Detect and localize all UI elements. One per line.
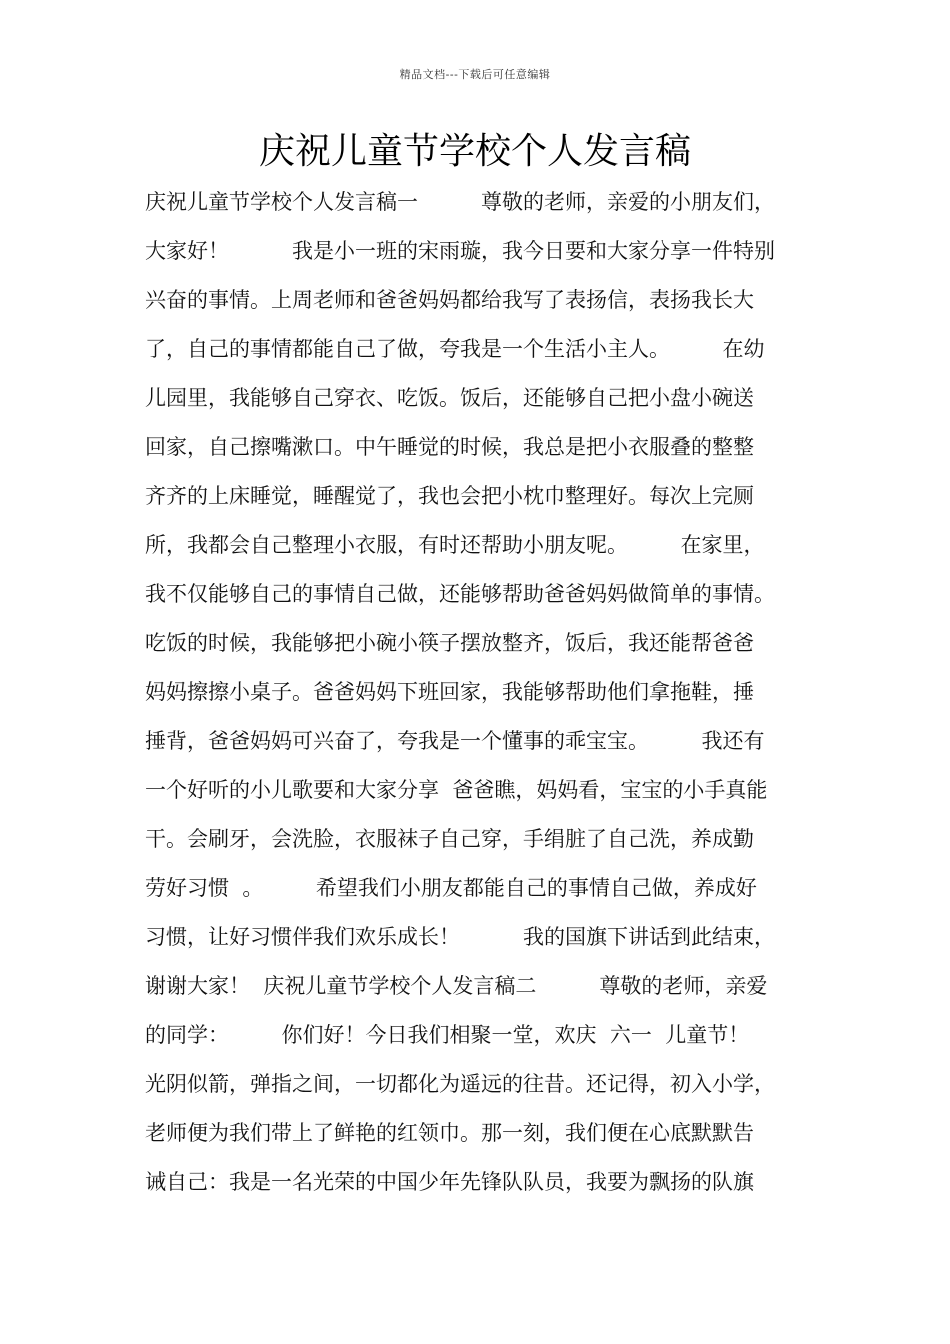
body-line: 劳好习惯 。 希望我们小朋友都能自己的事情自己做，养成好 — [145, 876, 757, 900]
document-title: 庆祝儿童节学校个人发言稿 — [258, 131, 691, 172]
body-line: 所，我都会自己整理小衣服，有时还帮助小朋友呢。 在家里， — [145, 533, 765, 557]
body-line: 的同学： 你们好！今日我们相聚一堂，欢庆 六一 儿童节！ — [145, 1023, 750, 1047]
body-line: 光阴似箭，弹指之间，一切都化为遥远的往昔。还记得，初入小学， — [145, 1072, 775, 1096]
body-line: 妈妈擦擦小桌子。爸爸妈妈下班回家，我能够帮助他们拿拖鞋，捶 — [145, 680, 754, 704]
body-line: 诫自己：我是一名光荣的中国少年先锋队队员，我要为飘扬的队旗 — [145, 1170, 754, 1194]
body-line: 吃饭的时候，我能够把小碗小筷子摆放整齐，饭后，我还能帮爸爸 — [145, 631, 754, 655]
body-line: 干。会刷牙，会洗脸，衣服袜子自己穿，手绢脏了自己洗，养成勤 — [145, 827, 754, 851]
body-line: 兴奋的事情。上周老师和爸爸妈妈都给我写了表扬信，表扬我长大 — [145, 288, 754, 312]
body-line: 齐齐的上床睡觉，睡醒觉了，我也会把小枕巾整理好。每次上完厕 — [145, 484, 754, 508]
body-line: 捶背，爸爸妈妈可兴奋了，夸我是一个懂事的乖宝宝。 我还有 — [145, 729, 765, 753]
header-note: 精品文档---下载后可任意编辑 — [399, 68, 551, 81]
body-line: 了，自己的事情都能自己了做，夸我是一个生活小主人。 在幼 — [145, 337, 765, 361]
body-line: 习惯，让好习惯伴我们欢乐成长！ 我的国旗下讲话到此结束， — [145, 925, 775, 949]
body-line: 儿园里，我能够自己穿衣、吃饭。饭后，还能够自己把小盘小碗送 — [145, 386, 754, 410]
body-line: 庆祝儿童节学校个人发言稿一 尊敬的老师，亲爱的小朋友们， — [145, 190, 775, 214]
body-line: 一个好听的小儿歌要和大家分享 爸爸瞧，妈妈看，宝宝的小手真能 — [145, 778, 768, 802]
body-line: 大家好！ 我是小一班的宋雨璇，我今日要和大家分享一件特别 — [145, 239, 775, 263]
document-body — [145, 178, 835, 1207]
body-line: 老师便为我们带上了鲜艳的红领巾。那一刻，我们便在心底默默告 — [145, 1121, 754, 1145]
body-line: 回家，自己擦嘴漱口。中午睡觉的时候，我总是把小衣服叠的整整 — [145, 435, 754, 459]
body-line: 谢谢大家！ 庆祝儿童节学校个人发言稿二 尊敬的老师，亲爱 — [145, 974, 768, 998]
body-line: 我不仅能够自己的事情自己做，还能够帮助爸爸妈妈做简单的事情。 — [145, 582, 775, 606]
